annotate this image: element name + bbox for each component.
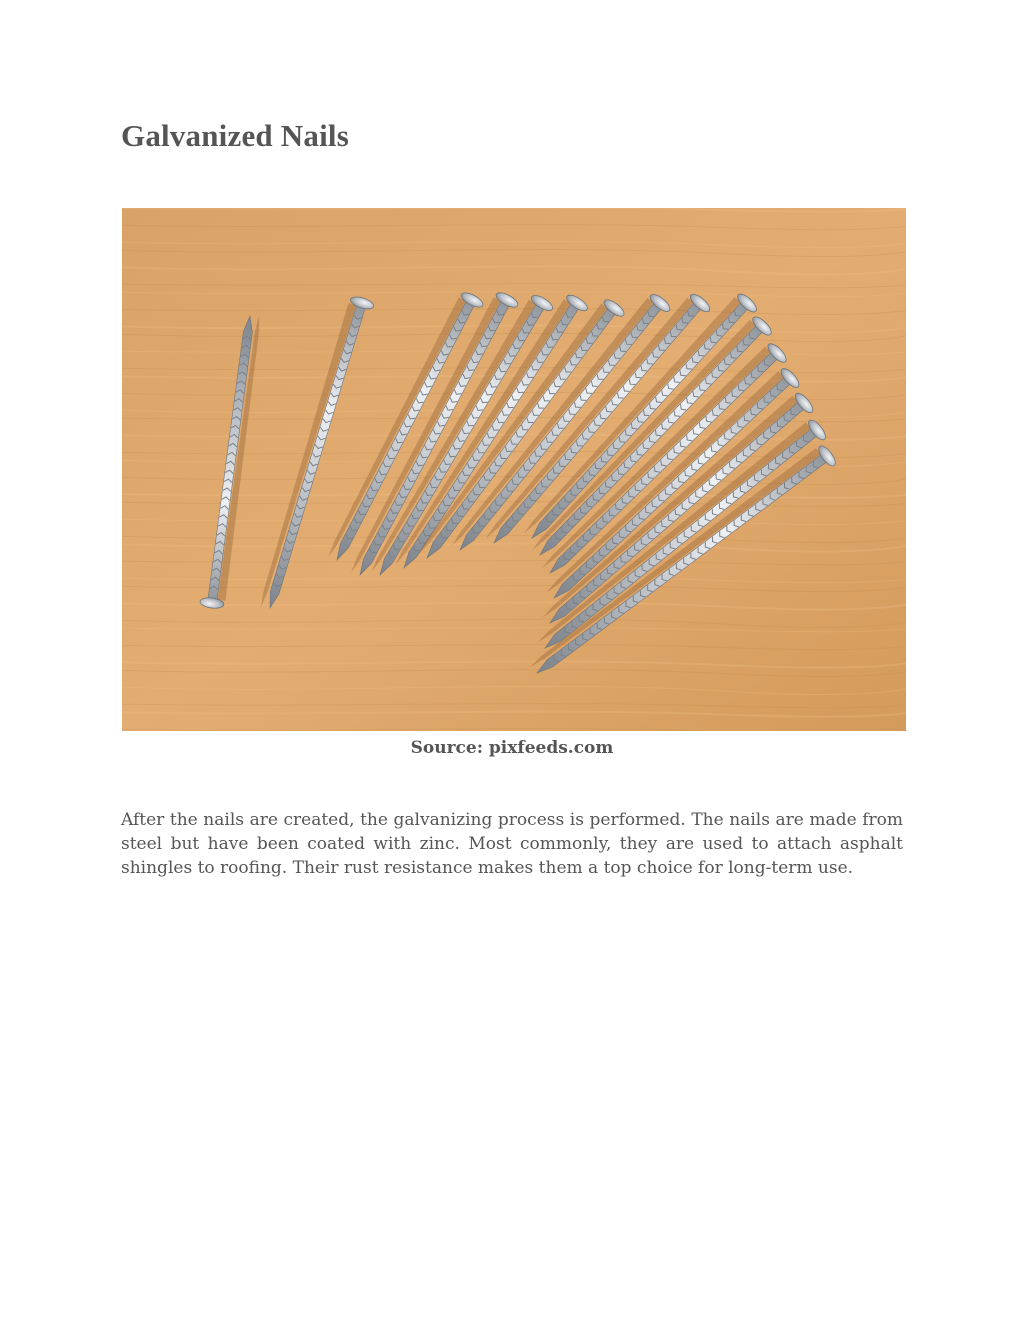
body-paragraph: After the nails are created, the galvanizing process is performed. The nails are made from steel but have been coated with zinc. Most commonly, they are used to attach asphalt shingles to roofing. Their rust resistance makes them a top choice for long-term use. <box>121 810 903 878</box>
page-title: Galvanized Nails <box>121 118 349 153</box>
nails-photo <box>122 208 906 731</box>
nails-photo-canvas <box>122 208 906 731</box>
image-caption: Source: pixfeeds.com <box>410 738 614 758</box>
